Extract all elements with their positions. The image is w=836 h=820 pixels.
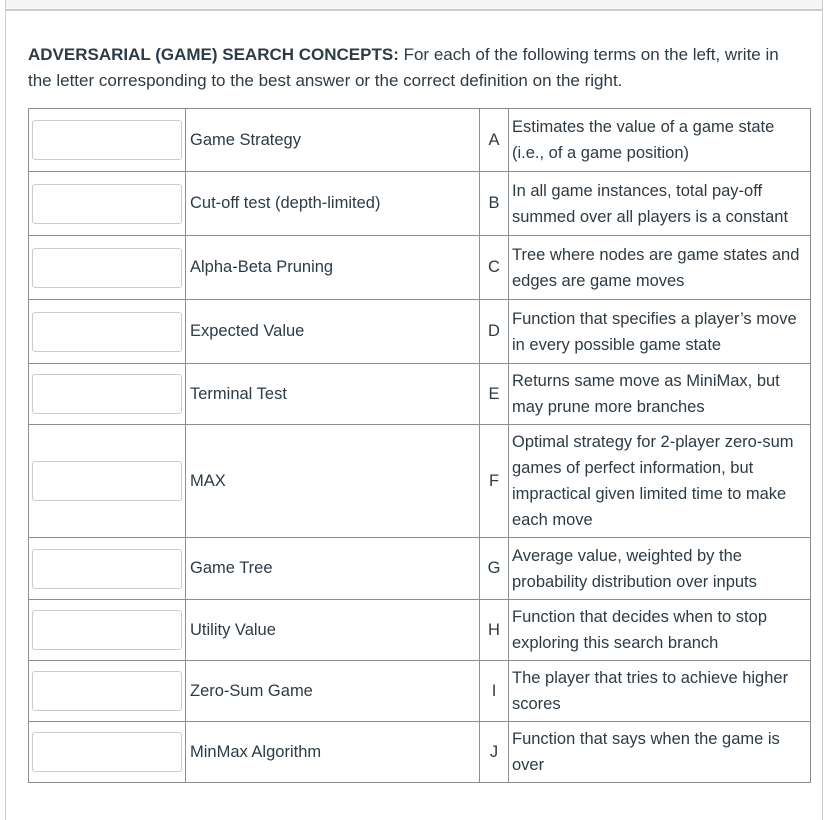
definition-text: The player that tries to achieve higher scores xyxy=(509,661,811,722)
option-letter: I xyxy=(480,661,509,722)
answer-input[interactable] xyxy=(32,461,182,501)
answer-input[interactable] xyxy=(32,248,182,288)
table-row xyxy=(29,425,811,538)
answer-cell xyxy=(29,236,186,300)
table-row xyxy=(29,364,811,425)
definition-text: Tree where nodes are game states and edges are game moves xyxy=(509,236,811,300)
answer-cell xyxy=(29,109,186,172)
table-row xyxy=(29,236,811,300)
term-label: MinMax Algorithm xyxy=(186,722,480,783)
answer-cell xyxy=(29,172,186,236)
term-label: Alpha-Beta Pruning xyxy=(186,236,480,300)
option-letter: B xyxy=(480,172,509,236)
question-instructions: For each of the following terms on the left, write in the letter corresponding to the best answer or the correct definition on the right. xyxy=(28,45,779,90)
question-heading: ADVERSARIAL (GAME) SEARCH CONCEPTS: xyxy=(28,45,399,64)
term-label: Game Tree xyxy=(186,538,480,600)
table-row xyxy=(29,661,811,722)
table-row xyxy=(29,600,811,661)
term-label: Cut-off test (depth-limited) xyxy=(186,172,480,236)
definition-text: Optimal strategy for 2-player zero-sum games of perfect information, but impractical given limited time to make each move xyxy=(509,425,811,538)
answer-cell xyxy=(29,300,186,364)
answer-input[interactable] xyxy=(32,732,182,772)
top-border xyxy=(5,0,823,10)
table-row xyxy=(29,538,811,600)
term-label: MAX xyxy=(186,425,480,538)
answer-cell xyxy=(29,661,186,722)
term-label: Expected Value xyxy=(186,300,480,364)
definition-text: Average value, weighted by the probability distribution over inputs xyxy=(509,538,811,600)
table-row xyxy=(29,300,811,364)
answer-input[interactable] xyxy=(32,374,182,414)
term-label: Utility Value xyxy=(186,600,480,661)
definition-text: Function that says when the game is over xyxy=(509,722,811,783)
option-letter: A xyxy=(480,109,509,172)
option-letter: H xyxy=(480,600,509,661)
answer-input[interactable] xyxy=(32,184,182,224)
answer-input[interactable] xyxy=(32,610,182,650)
option-letter: C xyxy=(480,236,509,300)
option-letter: E xyxy=(480,364,509,425)
answer-cell xyxy=(29,538,186,600)
definition-text: In all game instances, total pay-off summed over all players is a constant xyxy=(509,172,811,236)
table-row xyxy=(29,172,811,236)
definition-text: Returns same move as MiniMax, but may prune more branches xyxy=(509,364,811,425)
answer-cell xyxy=(29,722,186,783)
question-prompt xyxy=(28,42,798,94)
answer-cell xyxy=(29,600,186,661)
term-label: Game Strategy xyxy=(186,109,480,172)
table-row xyxy=(29,109,811,172)
answer-input[interactable] xyxy=(32,671,182,711)
answer-input[interactable] xyxy=(32,549,182,589)
term-label: Terminal Test xyxy=(186,364,480,425)
option-letter: J xyxy=(480,722,509,783)
matching-table xyxy=(28,108,811,783)
answer-cell xyxy=(29,425,186,538)
table-row xyxy=(29,722,811,783)
definition-text: Function that decides when to stop exploring this search branch xyxy=(509,600,811,661)
definition-text: Function that specifies a player’s move in every possible game state xyxy=(509,300,811,364)
term-label: Zero-Sum Game xyxy=(186,661,480,722)
answer-input[interactable] xyxy=(32,120,182,160)
definition-text: Estimates the value of a game state (i.e., of a game position) xyxy=(509,109,811,172)
answer-input[interactable] xyxy=(32,312,182,352)
answer-cell xyxy=(29,364,186,425)
option-letter: D xyxy=(480,300,509,364)
option-letter: G xyxy=(480,538,509,600)
option-letter: F xyxy=(480,425,509,538)
